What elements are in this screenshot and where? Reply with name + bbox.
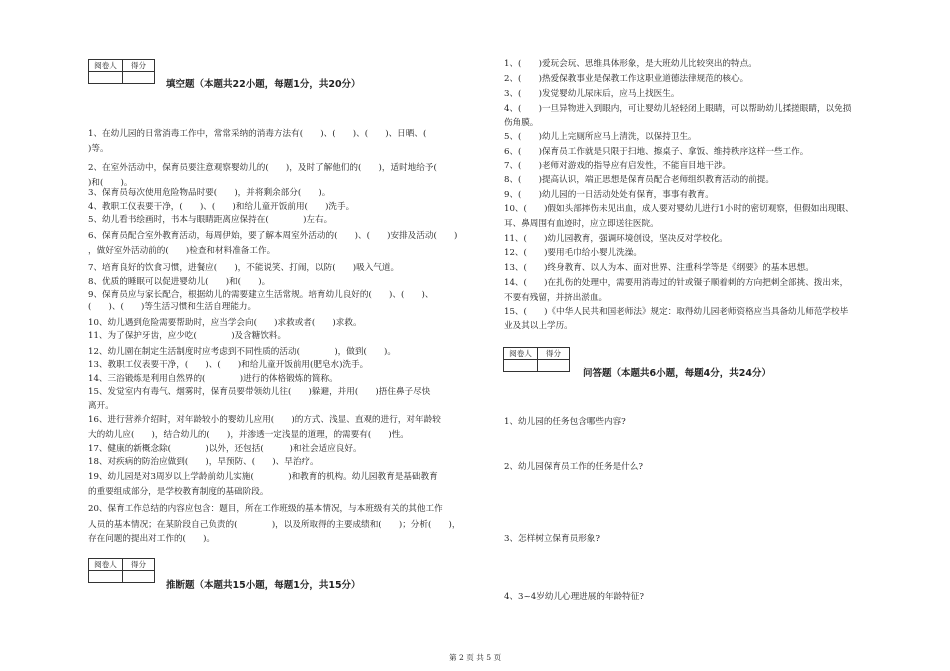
score-cell — [123, 571, 155, 583]
fill-blank-line: 大的幼儿应( )，结合幼儿的( )，并渗透一定浅显的道理，的需要有( )性。 — [88, 430, 409, 440]
judgment-line: 11、( )幼儿园教育，强调环境创设，坚决反对学校化。 — [504, 234, 728, 244]
fill-blank-line: 14、三浴锻炼是利用自然界的( )进行的体格锻炼的简称。 — [88, 374, 338, 384]
judgment-line: 业及其以上学历。 — [504, 321, 573, 331]
qa-question-3: 3、怎样树立保育员形象? — [504, 534, 601, 544]
fill-blank-line: 15、发觉室内有毒气、烟雾时，保育员要带领幼儿往( )躲避，并用( )捂住鼻子尽快 — [88, 387, 431, 397]
judgment-line: 1、( )爱玩会玩、思维具体形象，是大班幼儿比较突出的特点。 — [504, 59, 757, 69]
judgment-line: 14、( )在扎伤的处理中，需要用消毒过的针或镊子顺着刺的方向把刺全部挑、拨出来， — [504, 278, 849, 288]
section-title-judgment: 推断题（本题共15小题，每题1分，共15分） — [166, 580, 361, 591]
score-box-fill-blank — [88, 59, 155, 84]
judgment-line: 3、( )发觉婴幼儿尿床后，应马上找医生。 — [504, 89, 680, 99]
fill-blank-line: 9、保育员应与家长配合，根据幼儿的需要建立生活常规。培育幼儿良好的( )、( )、 — [88, 290, 434, 300]
fill-blank-line: 18、对疾病的防治应做到( )，早预防、( )、早治疗。 — [88, 457, 319, 467]
qa-question-1: 1、幼儿园的任务包含哪些内容? — [504, 417, 626, 427]
fill-blank-line: 离开。 — [88, 401, 114, 411]
fill-blank-line: 13、教职工仪表要干净，( )、( )和给儿童开饭前用(肥皂水)洗手。 — [88, 360, 369, 370]
fill-blank-line: 存在问题的提出对工作的( )。 — [88, 534, 216, 544]
qa-question-4: 4、3~4岁幼儿心理进展的年龄特征? — [504, 592, 644, 602]
fill-blank-line: 5、幼儿看书绘画时，书本与眼睛距离应保持在( )左右。 — [88, 215, 333, 225]
fill-blank-line: ，做好室外活动前的( )检查和材料准备工作。 — [88, 246, 276, 256]
fill-blank-line: 16、进行营养介绍时，对年龄较小的婴幼儿应用( )的方式、浅显、直观的进行，对年龄较 — [88, 415, 441, 425]
judgment-line: 2、( )热爱保教事业是保教工作这职业道德法律规范的核心。 — [504, 74, 749, 84]
qa-question-2: 2、幼儿园保育员工作的任务是什么? — [504, 462, 643, 472]
fill-blank-line: 10、幼儿遇到危险需要帮助时，应当学会向( )求救或者( )求救。 — [88, 318, 362, 328]
section-title-qa: 问答题（本题共6小题，每题4分，共24分） — [583, 368, 771, 379]
fill-blank-line: 8、优质的睡眠可以促进婴幼儿( )和( )。 — [88, 277, 271, 287]
fill-blank-line: 12、幼儿園在制定生活制度时应考虑到不同性质的活动( )，做到( )。 — [88, 347, 396, 357]
fill-blank-line: ( )、( )等生活习惯和生活自理能力。 — [88, 302, 257, 312]
judgment-line: 9、( )幼儿园的一日活动处处有保育，事事有教育。 — [504, 190, 714, 200]
fill-blank-line: 1、在幼儿园的日常消毒工作中，常常采纳的消毒方法有( )、( )、( )、日晒、( — [88, 129, 435, 139]
judgment-line: 耳、鼻周围有血迹时，应立即送往医院。 — [504, 219, 659, 229]
judgment-line: 10、( )假如头部摔伤未见出血，成人要对婴幼儿进行1小时的密切观察，但假如出现眼、 — [504, 204, 854, 214]
score-box-qa — [503, 347, 570, 372]
judgment-line: 12、( )要用毛巾给小婴儿洗澡。 — [504, 248, 642, 258]
score-label: 得分 — [123, 559, 155, 571]
fill-blank-line: )和( )。 — [88, 178, 133, 188]
reviewer-cell — [89, 571, 123, 583]
fill-blank-line: 7、培育良好的饮食习惯，进餐应( )，不能说笑、打闹，以防( )吸入气道。 — [88, 263, 400, 273]
judgment-line: 5、( )幼儿上完厕所应马上清洗，以保持卫生。 — [504, 132, 697, 142]
reviewer-cell — [89, 72, 123, 84]
judgment-line: 伤角膜。 — [504, 118, 539, 128]
section-title-fill-blank: 填空题（本题共22小题，每题1分，共20分） — [166, 79, 361, 90]
score-label: 得分 — [538, 348, 570, 360]
fill-blank-line: 11、为了保护牙齿，应少吃( )及含糖饮料。 — [88, 331, 287, 341]
reviewer-label: 阅卷人 — [89, 60, 123, 72]
fill-blank-line: 3、保育员每次使用危险物品时要( )，并将剩余部分( )。 — [88, 188, 331, 198]
fill-blank-line: 的重要组成部分，是学校教育制度的基础阶段。 — [88, 487, 269, 497]
judgment-line: 13、( )终身教育、以人为本、面对世界、注重科学等是《纲要》的基本思想。 — [504, 263, 814, 273]
fill-blank-line: 4、教职工仪表要干净，( )、( )和给儿童开饭前用( )洗手。 — [88, 202, 355, 212]
score-box-judgment — [88, 558, 155, 583]
judgment-line: 6、( )保育员工作就是只限于扫地、擦桌子、拿饭、维持秩序这样一些工作。 — [504, 147, 809, 157]
reviewer-label: 阅卷人 — [504, 348, 538, 360]
score-label: 得分 — [123, 60, 155, 72]
fill-blank-line: 19、幼儿园是对3周岁以上学龄前幼儿实施( )和教育的机构。幼儿园教育是基础教育 — [88, 472, 438, 482]
reviewer-label: 阅卷人 — [89, 559, 123, 571]
judgment-line: 15、( )《中华人民共和国老师法》规定：取得幼儿园老师资格应当具备幼儿师范学校毕 — [504, 307, 849, 317]
fill-blank-line: )等。 — [88, 144, 109, 154]
reviewer-cell — [504, 360, 538, 372]
judgment-line: 4、( )一旦异物进入到眼内，可让婴幼儿轻轻闭上眼睛，可以帮助幼儿揉搓眼睛，以免损 — [504, 104, 852, 114]
score-cell — [538, 360, 570, 372]
fill-blank-line: 20、保育工作总结的内容应包含：题目，所在工作班级的基本情况，与本班级有关的其他工作 — [88, 504, 443, 514]
page-footer: 第 2 页 共 5 页 — [448, 653, 502, 662]
fill-blank-line: 6、保育员配合室外教育活动，每周伊始，要了解本周室外活动的( )、( )安排及活动( ) — [88, 231, 458, 241]
fill-blank-line: 2、在室外活动中，保育员要注意观察婴幼儿的( )，及时了解他们的( )，适时地给予( — [88, 163, 446, 173]
fill-blank-line: 17、健康的新概念除( )以外，还包括( )和社会适应良好。 — [88, 444, 362, 454]
judgment-line: 8、( )提高认识，端正思想是保育员配合老师组织教育活动的前提。 — [504, 175, 774, 185]
fill-blank-line: 人员的基本情况；在某阶段自己负责的( )，以及所取得的主要成绩和( )；分析( )， — [88, 520, 461, 530]
judgment-line: 不要有残留，并挤出淤血。 — [504, 293, 608, 303]
score-cell — [123, 72, 155, 84]
judgment-line: 7、( )老师对游戏的指导应有启发性，不能盲目地干涉。 — [504, 161, 732, 171]
